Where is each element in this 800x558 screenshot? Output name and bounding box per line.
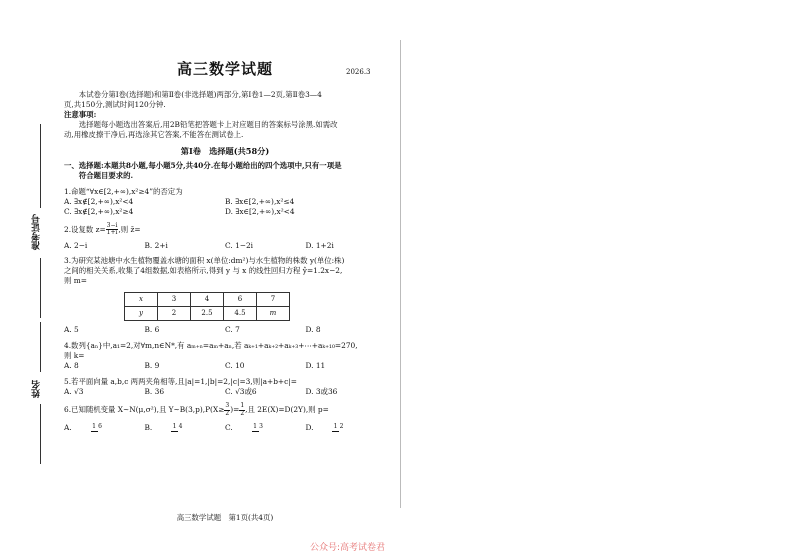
question-4 — [64, 341, 386, 371]
intro-line-2: 页,共150分,测试时间120分钟. — [64, 99, 166, 109]
binding-line-top — [40, 124, 41, 208]
q6-c-label: C. — [225, 422, 233, 432]
table-cell: 4.5 — [224, 307, 257, 321]
q2-frac-num: 3−i — [106, 221, 118, 229]
table-cell: 2 — [158, 307, 191, 321]
q6-frac1-num: 3 — [225, 402, 230, 410]
binding-margin — [0, 0, 62, 558]
q4-option-d: D. 11 — [305, 361, 326, 371]
q6-d-fraction — [328, 424, 348, 431]
q2-stem-pre: 2.设复数 z= — [64, 224, 106, 234]
q2-option-c: C. 1−2i — [225, 240, 254, 250]
name-label: 姓名 — [32, 380, 42, 398]
q3-option-c: C. 7 — [225, 325, 240, 335]
q6-a-label: A. — [64, 422, 72, 432]
q2-options — [64, 241, 386, 251]
q5-stem: 5.若平面向量 a,b,c 两两夹角相等,且|a|=1,|b|=2,|c|=3,则|a+b+c|= — [64, 377, 297, 387]
q6-b-fraction — [167, 424, 187, 431]
q6-d-den: 2 — [339, 423, 344, 431]
q4-option-a: A. 8 — [64, 361, 79, 371]
q3-option-b: B. 6 — [144, 325, 160, 335]
q6-options — [64, 423, 386, 433]
q6-stem-pre: 6.已知随机变量 X~N(μ,σ²),且 Y~B(3,p),P(X≥ — [64, 405, 225, 415]
q6-a-num: 1 — [92, 423, 96, 431]
q6-d-num: 1 — [333, 423, 338, 431]
q2-stem-post: ,则 z̄= — [118, 224, 141, 234]
q6-stem — [64, 403, 386, 417]
table-row — [125, 307, 290, 321]
q1-option-b: B. ∃x∈[2,+∞),x²≤4 — [225, 196, 295, 206]
q1-option-a: A. ∃x∉[2,+∞),x²<4 — [64, 196, 134, 206]
q6-stem-post: ,且 2E(X)=D(2Y),则 p= — [245, 405, 329, 415]
q1-stem: 1.命题“∀x∈[2,+∞),x²≥4”的否定为 — [64, 186, 183, 196]
binding-line-middle — [40, 258, 41, 318]
question-5 — [64, 377, 386, 397]
q2-option-d: D. 1+2i — [305, 240, 334, 250]
q3-line-2: 之间的相关关系,收集了4组数据,如表格所示,得到 y 与 x 的线性回归方程 ŷ=1.2x−2, — [64, 266, 343, 276]
note-line-2: 动,用橡皮擦干净后,再选涂其它答案,不能答在测试卷上. — [64, 129, 244, 139]
q6-stem-mid: )= — [230, 405, 240, 415]
q6-d-label: D. — [305, 422, 314, 432]
q2-stem — [64, 223, 386, 237]
q6-frac2-den: 2 — [240, 409, 245, 417]
table-cell: x — [125, 293, 158, 307]
q4-option-c: C. 10 — [225, 361, 245, 371]
q2-option-b: B. 2+i — [144, 240, 168, 250]
page-divider — [400, 40, 401, 508]
intro-line-1: 本试卷分第Ⅰ卷(选择题)和第Ⅱ卷(非选择题)两部分,第Ⅰ卷1—2页,第Ⅱ卷3—4 — [78, 90, 322, 99]
table-cell: 7 — [257, 293, 290, 307]
q3-data-table — [124, 292, 290, 321]
q6-frac2-num: 1 — [240, 402, 245, 410]
q5-option-b: B. 36 — [144, 387, 165, 397]
binding-line-lower — [40, 322, 41, 372]
q3-option-a: A. 5 — [64, 325, 79, 335]
part1-instruction-2: 符合题目要求的. — [78, 170, 134, 180]
q5-options — [64, 387, 386, 397]
q3-line-1: 3.为研究某池塘中水生植物覆盖水塘的面积 x(单位:dm²)与水生植物的株数 y(单位:株) — [64, 256, 345, 266]
exam-title: 高三数学试题 — [176, 60, 273, 78]
q2-frac-den: 1+i — [106, 229, 118, 237]
binding-line-bottom — [40, 404, 41, 464]
q6-option-b — [145, 423, 226, 433]
q6-option-d — [306, 423, 387, 433]
q6-c-den: 3 — [259, 423, 263, 431]
q2-option-a: A. 2−i — [64, 240, 88, 250]
note-line-1: 选择题每小题选出答案后,用2B铅笔把答题卡上对应题目的答案标号涂黑.如需改 — [78, 119, 338, 129]
q6-frac1-den: 2 — [225, 409, 230, 417]
q6-c-num: 1 — [253, 423, 257, 431]
q5-option-d: D. 3或36 — [305, 387, 338, 397]
question-3 — [64, 256, 386, 335]
q4-line-2: 则 k= — [64, 351, 85, 361]
q6-b-label: B. — [144, 422, 153, 432]
table-cell: y — [125, 307, 158, 321]
q3-options — [64, 325, 386, 335]
table-cell: 4 — [191, 293, 224, 307]
question-1 — [64, 187, 386, 217]
q6-b-den: 4 — [178, 423, 183, 431]
part1-instruction-1: 一、选择题:本题共8小题,每小题5分,共40分.在每小题给出的四个选项中,只有一项是 — [64, 160, 342, 170]
q3-line-3: 则 m= — [64, 276, 87, 286]
exam-date: 2026.3 — [346, 68, 371, 76]
q1-option-c: C. ∃x∉[2,+∞),x²≥4 — [64, 206, 134, 216]
notes-title: 注意事项: — [64, 109, 97, 119]
table-cell: m — [257, 307, 290, 321]
q1-options-row1 — [64, 197, 386, 207]
q6-a-den: 6 — [98, 423, 102, 431]
q1-options-row2 — [64, 207, 386, 217]
q5-option-c: C. √3或6 — [225, 387, 257, 397]
table-row — [125, 293, 290, 307]
q6-c-fraction — [247, 424, 267, 431]
table-cell: 3 — [158, 293, 191, 307]
q4-option-b: B. 9 — [144, 361, 160, 371]
exam-number-label: 准考证号 — [32, 214, 42, 250]
q6-a-fraction — [86, 424, 106, 431]
q6-option-a — [64, 423, 145, 433]
q4-options — [64, 361, 386, 371]
page-footer: 高三数学试题 第1页(共4页) — [176, 513, 274, 522]
table-cell: 2.5 — [191, 307, 224, 321]
question-6 — [64, 403, 386, 433]
question-2 — [64, 223, 386, 251]
section-title: 第Ⅰ卷 选择题(共58分) — [180, 145, 270, 156]
q6-option-c — [225, 423, 306, 433]
q5-option-a: A. √3 — [64, 387, 84, 397]
q3-option-d: D. 8 — [305, 325, 321, 335]
q2-fraction — [106, 223, 119, 237]
watermark: 公众号:高考试卷君 — [310, 543, 386, 553]
q4-line-1: 4.数列{aₙ}中,a₁=2,对∀m,n∈N*,有 aₘ₊ₙ=aₘ+aₙ,若 aₖ₊₁+aₖ₊₂+aₖ₊₃+⋯+aₖ₊₁₀=270, — [64, 341, 358, 351]
q1-option-d: D. ∃x∈[2,+∞),x²<4 — [225, 206, 295, 216]
table-cell: 6 — [224, 293, 257, 307]
q6-b-num: 1 — [172, 423, 177, 431]
exam-body — [64, 90, 386, 433]
